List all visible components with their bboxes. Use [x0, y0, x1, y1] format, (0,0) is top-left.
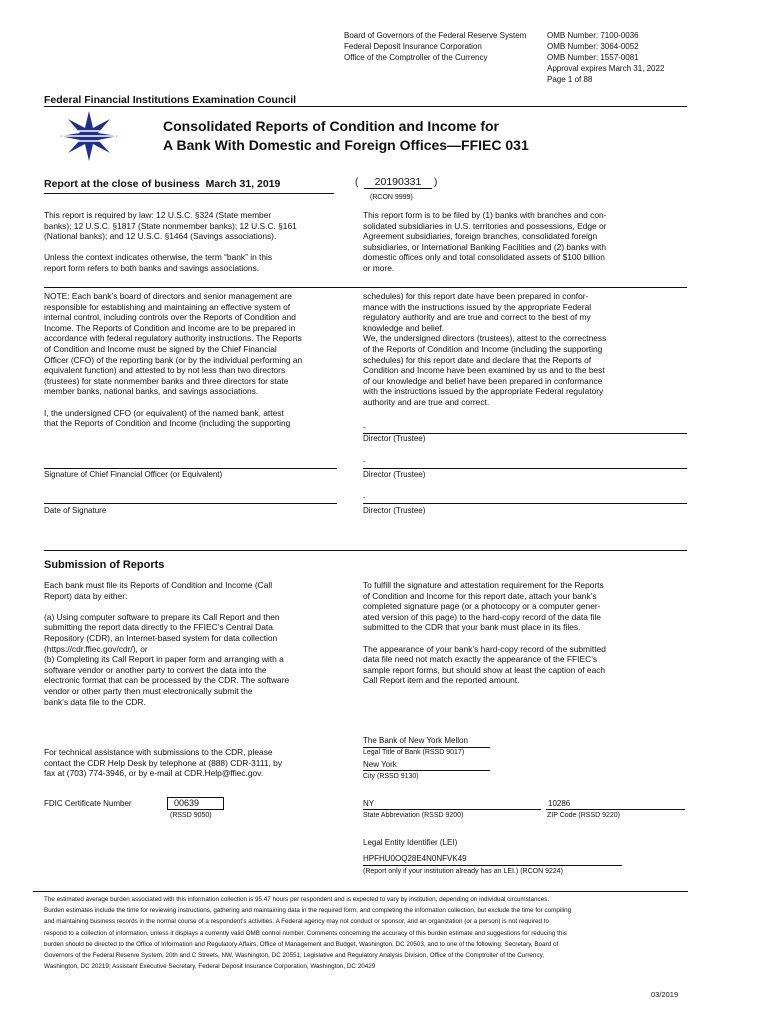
ffiec-star-logo-icon [58, 110, 120, 162]
signature-date-line[interactable] [44, 503, 337, 504]
filing-requirement-text: This report form is to be filed by (1) banks with branches and con- solidated subsidiaries in U.S. territories and possessions, Edge or Agreement subsidiaries, foreign branches, consolidated foreign subsidiaries, or International Banking Facilities and (2) banks with domestic offices only and total consolidated assets of $100 billion or more. [363, 210, 607, 273]
form-title [163, 117, 529, 155]
council-name: Federal Financial Institutions Examination Council [44, 94, 297, 106]
burden-rule [33, 891, 688, 892]
agency-list [344, 30, 526, 63]
fdic-cert-code: (RSSD 9050) [170, 812, 212, 819]
report-date-label-text: Report at the close of business [44, 178, 200, 190]
agency-frb: Board of Governors of the Federal Reserve System [344, 31, 527, 40]
report-date-rule [44, 193, 334, 194]
state-line [363, 809, 541, 810]
cfo-signature-line[interactable] [44, 468, 337, 469]
director-dash-1: - [363, 423, 366, 432]
director-3-label: Director (Trustee) [363, 506, 426, 515]
approval-expiry: Approval expires March 31, 2022 [547, 64, 665, 73]
burden-statement: The estimated average burden associated with this information collection is 95.47 hours per respondent and is expected to vary by institution, depending on individual circumstances. Burden estimates include the time for reviewing instructions, gathering and maintaining data in the required form, and completing the information collection, but exclude the time for compiling and maintaining business records in the normal course of a respondent’s activities. A Federal agency may not conduct or sponsor, and an organization (or a person) is not required to respond to a collection of information, unless it displays a currently valid OMB control number. Comments concerning the accuracy of this burden estimate and suggestions for reducing this burden should be directed to the Office of Information and Regulatory Affairs, Office of Management and Budget, Washington, DC 20503, and to one of the following: Secretary, Board of Governors of the Federal Reserve System, 20th and C Streets, NW, Washington, DC 20551; Legislative and Regulatory Analysis Division, Office of the Comptroller of the Currency, Washington, DC 20219; Assistant Executive Secretary, Federal Deposit Insurance Corporation, Washington, DC 20429 [44, 896, 572, 971]
fdic-cert-field[interactable]: 00639 [167, 797, 224, 810]
omb-number-occ: OMB Number: 1557-0081 [547, 53, 639, 62]
state-label: State Abbreviation (RSSD 9200) [363, 812, 464, 819]
city-field[interactable]: New York [363, 760, 397, 769]
report-date-label [44, 178, 280, 191]
report-date-close: ) [434, 177, 438, 188]
submission-rule [44, 550, 687, 551]
report-date-open: ( [355, 177, 359, 188]
city-line [363, 770, 490, 771]
report-date: March 31, 2019 [205, 178, 281, 190]
form-revision-date: 03/2019 [651, 990, 679, 999]
report-date-code: (RCON 9999) [370, 194, 413, 201]
header-rule [44, 106, 687, 107]
zip-label: ZIP Code (RSSD 9220) [547, 812, 621, 819]
submission-heading: Submission of Reports [44, 559, 165, 571]
lei-label: (Report only if your institution already has an LEI.) (RCON 9224) [363, 868, 563, 875]
technical-assistance-text: For technical assistance with submissions to the CDR, please contact the CDR Help Desk by telephone at (888) CDR-3111, by fax at (703) 774-3946, or by e-mail at CDR.Help@ffiec.gov. [44, 747, 283, 779]
omb-info [547, 30, 664, 85]
signature-date-label: Date of Signature [44, 506, 107, 515]
omb-number-frb: OMB Number: 7100-0036 [547, 31, 639, 40]
bank-name-label: Legal Title of Bank (RSSD 9017) [363, 749, 465, 756]
state-field[interactable]: NY [363, 799, 375, 808]
submission-methods-text: Each bank must file its Reports of Condition and Income (Call Report) data by either: (a) Using computer software to prepare its Call Report and then submitting the report data directly to the FFIEC’s Central Data Repository (CDR), an Internet-based system for data collection (https://cdr.ffiec.gov/cdr/), or (b) Completing its Call Report in paper form and arranging with a software vendor or another party to convert the data into the electronic format that can be processed by the CDR. The software vendor or other party then must electronically submit the bank’s data file to the CDR. [44, 580, 290, 707]
form-title-line2: A Bank With Domestic and Foreign Offices—FFIEC 031 [163, 137, 529, 153]
signature-page-instructions: To fulfill the signature and attestation requirement for the Reports of Condition and Income for this report date, attach your bank’s completed signature page (or a photocopy or a computer gener- ated version of this page) to the hard-copy record of the data file submitted to the CDR that your bank must place in its files. The appearance of your bank’s hard-copy record of the submitted data file need not match exactly the appearance of the FFIEC’s sample report forms, but should show at least the caption of each Call Report item and the reported amount. [363, 580, 606, 686]
director-1-label: Director (Trustee) [363, 434, 426, 443]
director-2-label: Director (Trustee) [363, 470, 426, 479]
omb-number-fdic: OMB Number: 3064-0052 [547, 42, 639, 51]
agency-occ: Office of the Comptroller of the Currency [344, 53, 488, 62]
law-citation-text: This report is required by law: 12 U.S.C. §324 (State member banks); 12 U.S.C. §1817 (State nonmember banks); 12 U.S.C. §161 (National banks); and 12 U.S.C. §1464 (Savings associations). Unless the context indicates otherwise, the term “bank” in this report form refers to both banks and savings associations. [44, 210, 297, 273]
city-label: City (RSSD 9130) [363, 773, 419, 780]
director-dash-3: - [363, 493, 366, 502]
cfo-signature-label: Signature of Chief Financial Officer (or Equivalent) [44, 470, 223, 479]
lei-heading: Legal Entity Identifier (LEI) [363, 838, 458, 847]
fdic-cert-label: FDIC Certificate Number [44, 799, 132, 808]
zip-line [546, 809, 685, 810]
bank-name-field[interactable]: The Bank of New York Mellon [363, 736, 468, 745]
director-dash-2: - [363, 457, 366, 466]
director-3-line[interactable] [363, 503, 687, 504]
lei-line [363, 865, 622, 866]
zip-field[interactable]: 10286 [548, 799, 571, 808]
director-attestation-text: schedules) for this report date have been prepared in confor- mance with the instructions issued by the appropriate Federal regulatory authority and are true and correct to the best of my knowledge and belief. We, the undersigned directors (trustees), attest to the correctness of the Reports of Condition and Income (including the supporting schedules) for this report date and declare that the Reports of Condition and Income have been examined by us and to the best of our knowledge and belief have been prepared in conformance with the instructions issued by the appropriate Federal regulatory authority and are true and correct. [363, 291, 607, 407]
report-date-field[interactable]: 20190331 [364, 177, 432, 189]
page-number: Page 1 of 88 [547, 75, 593, 84]
director-2-line[interactable] [363, 468, 687, 469]
form-title-line1: Consolidated Reports of Condition and Income for [163, 118, 499, 134]
cfo-attestation-text: NOTE: Each bank’s board of directors and senior management are responsible for establishing and maintaining an effective system of internal control, including controls over the Reports of Condition and Income. The Reports of Condition and Income are to be prepared in accordance with federal regulatory authority instructions. The Reports of Condition and Income must be signed by the Chief Financial Officer (CFO) of the reporting bank (or by the individual performing an equivalent function) and attested to by not less than two directors (trustees) for state nonmember banks and three directors for state member banks, national banks, and savings associations. I, the undersigned CFO (or equivalent) of the named bank, attest that the Reports of Condition and Income (including the supporting [44, 291, 303, 429]
lei-field[interactable]: HPFHU0OQ28E4N0NFVK49 [363, 854, 467, 863]
intro-rule [44, 287, 687, 288]
agency-fdic: Federal Deposit Insurance Corporation [344, 42, 482, 51]
